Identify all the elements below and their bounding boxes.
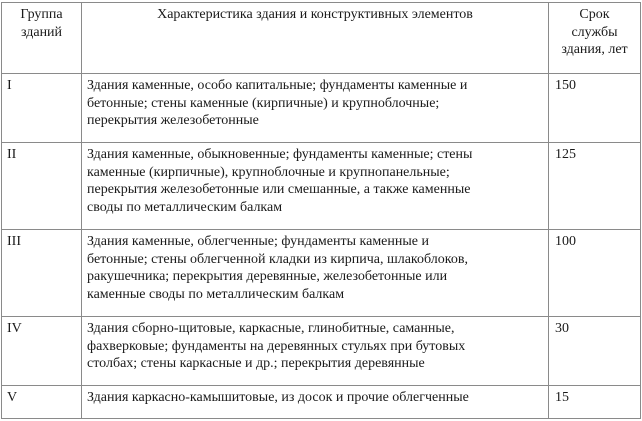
table-row [2, 317, 641, 386]
description-line: Здания каркасно-камышитовые, из досок и прочие облегченные [87, 390, 469, 405]
group-cell: I [2, 74, 82, 143]
description-line: каменные своды по металлическим балкам [87, 286, 345, 302]
description-line: бетонные; стены каменные (кирпичные) и крупноблочные; [87, 95, 440, 111]
description-line: фахверковые; фундаменты на деревянных стульях при бутовых [87, 338, 466, 354]
table-body [2, 74, 641, 419]
table-row [2, 386, 641, 419]
header-group-line: Группа [20, 7, 63, 22]
building-service-life-table [1, 2, 641, 419]
description-line: перекрытия железобетонные или смешанные, а также каменные [87, 182, 471, 197]
group-cell: III [2, 230, 82, 317]
description-line: Здания каменные, облегченные; фундаменты каменные и [87, 234, 429, 249]
service-life-cell: 125 [549, 143, 641, 230]
service-life-cell: 100 [549, 230, 641, 317]
table-row [2, 143, 641, 230]
description-cell [82, 386, 549, 419]
description-line: перекрытия железобетонные [87, 113, 259, 128]
header-group [2, 3, 82, 74]
header-row [2, 3, 641, 74]
description-line: каменные (кирпичные), крупноблочные и крупнопанельные; [87, 164, 450, 180]
service-life-cell: 150 [549, 74, 641, 143]
table-header [2, 3, 641, 74]
group-cell: IV [2, 317, 82, 386]
service-life-cell: 30 [549, 317, 641, 386]
description-line: своды по металлическим балкам [87, 199, 283, 215]
group-cell: V [2, 386, 82, 419]
group-cell: II [2, 143, 82, 230]
header-group-line: зданий [20, 24, 63, 40]
description-cell [82, 74, 549, 143]
description-line: столбах; стены каркасные и др.; перекрытия деревянные [87, 356, 425, 371]
header-service-life-line: службы [571, 24, 618, 40]
description-line: Здания сборно-щитовые, каркасные, глинобитные, саманные, [87, 321, 455, 336]
header-service-life [549, 3, 641, 74]
description-line: ракушечника; перекрытия деревянные, железобетонные или [87, 269, 448, 284]
table-row [2, 230, 641, 317]
header-description [82, 3, 549, 74]
description-line: бетонные; стены облегченной кладки из кирпича, шлакоблоков, [87, 251, 468, 267]
header-description-line: Характеристика здания и конструктивных элементов [157, 7, 473, 22]
description-line: Здания каменные, особо капитальные; фундаменты каменные и [87, 78, 468, 93]
description-line: Здания каменные, обыкновенные; фундаменты каменные; стены [87, 147, 473, 162]
header-service-life-line: здания, лет [561, 42, 628, 57]
description-cell [82, 230, 549, 317]
description-cell [82, 317, 549, 386]
service-life-cell: 15 [549, 386, 641, 419]
header-service-life-line: Срок [579, 7, 610, 22]
table-row [2, 74, 641, 143]
description-cell [82, 143, 549, 230]
